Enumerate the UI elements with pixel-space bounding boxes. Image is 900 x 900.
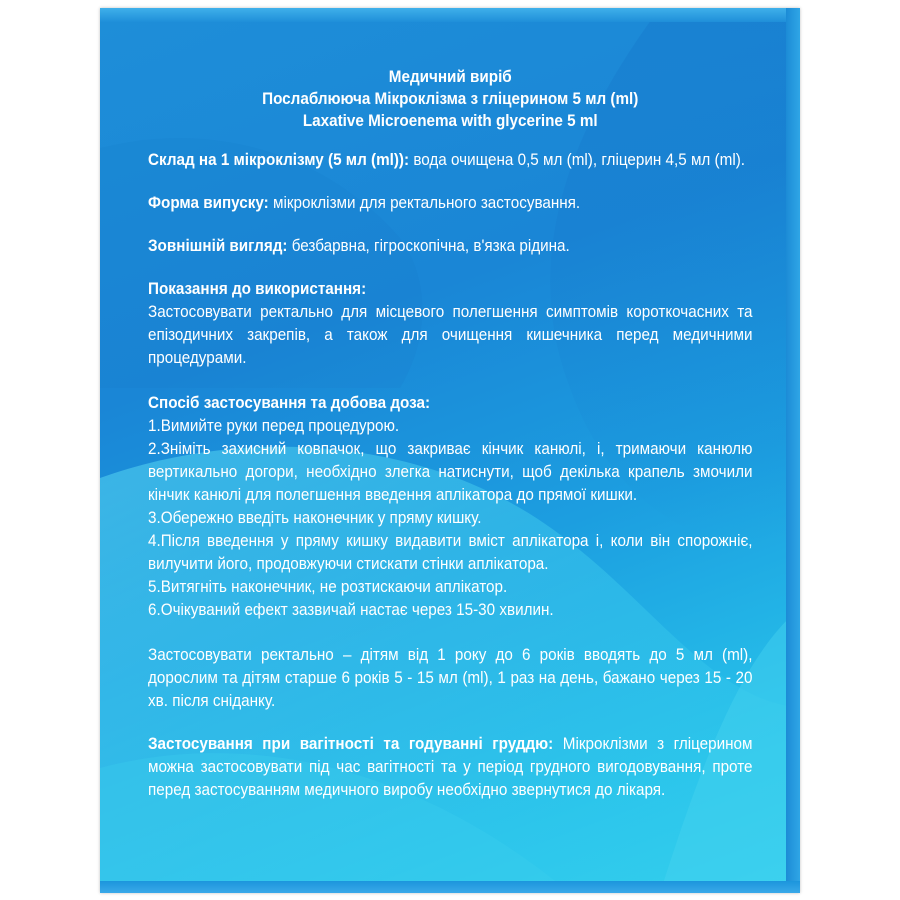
pregnancy-section xyxy=(148,733,753,802)
form-text: мікроклізми для ректального застосування. xyxy=(268,194,581,212)
usage-step: 2.Зніміть захисний ковпачок, що закриває кінчик канюлі, і, тримаючи канюлю вертикально догори, необхідно злегка натиснути, щоб декілька крапель змочили кінчик канюлі для полегшення введення аплікатора до прямої кишки. xyxy=(148,440,753,504)
usage-step: 6.Очікуваний ефект зазвичай настає через 15-30 хвилин. xyxy=(148,601,554,619)
header-line-1: Медичний виріб xyxy=(388,68,512,86)
dosage-text: Застосовувати ректально – дітям від 1 року до 6 років вводять до 5 мл (ml), дорослим та дітям старше 6 років 5 - 15 мл (ml), 1 раз на день, бажано через 15 - 20 хв. після сніданку. xyxy=(148,646,753,710)
composition-text: вода очищена 0,5 мл (ml), гліцерин 4,5 мл (ml). xyxy=(409,151,746,169)
box-edge-bottom xyxy=(100,881,800,893)
indications-section xyxy=(148,278,753,370)
header-line-3: Laxative Microenema with glycerine 5 ml xyxy=(302,112,598,130)
header-line-2: Послаблююча Мікроклізма з гліцерином 5 мл (ml) xyxy=(262,90,639,108)
usage-step: 3.Обережно введіть наконечник у пряму кишку. xyxy=(148,509,482,527)
pregnancy-label: Застосування при вагітності та годуванні груддю: xyxy=(148,735,554,753)
composition-label: Склад на 1 мікроклізму (5 мл (ml)): xyxy=(148,151,410,169)
indications-label: Показання до використання: xyxy=(148,280,367,298)
box-edge-top xyxy=(100,8,800,22)
appearance-text: безбарвна, гігроскопічна, в'язка рідина. xyxy=(287,237,570,255)
form-section xyxy=(148,192,753,215)
indications-text: Застосовувати ректально для місцевого полегшення симптомів короткочасних та епізодичних закрепів, а також для очищення кишечника перед медичними процедурами. xyxy=(148,303,753,367)
appearance-label: Зовнішній вигляд: xyxy=(148,237,288,255)
usage-step: 4.Після введення у пряму кишку видавити вміст аплікатора і, коли він спорожніє, вилучити його, продовжуючи стискати стінки аплікатора. xyxy=(148,532,753,573)
box-edge-right xyxy=(786,8,800,893)
usage-step: 5.Витягніть наконечник, не розтискаючи аплікатор. xyxy=(148,578,508,596)
form-label: Форма випуску: xyxy=(148,194,269,212)
composition-section xyxy=(148,149,753,172)
package-panel xyxy=(100,8,800,893)
leaflet-text xyxy=(148,66,753,802)
usage-section xyxy=(148,392,753,622)
usage-label: Спосіб застосування та добова доза: xyxy=(148,394,431,412)
usage-step: 1.Вимийте руки перед процедурою. xyxy=(148,417,400,435)
appearance-section xyxy=(148,235,753,258)
product-header xyxy=(148,66,753,132)
pregnancy-text: Мікроклізми з гліцерином можна застосовувати під час вагітності та у період грудного вигодовування, проте перед застосуванням медичного виробу необхідно звернутися до лікаря. xyxy=(148,735,753,799)
